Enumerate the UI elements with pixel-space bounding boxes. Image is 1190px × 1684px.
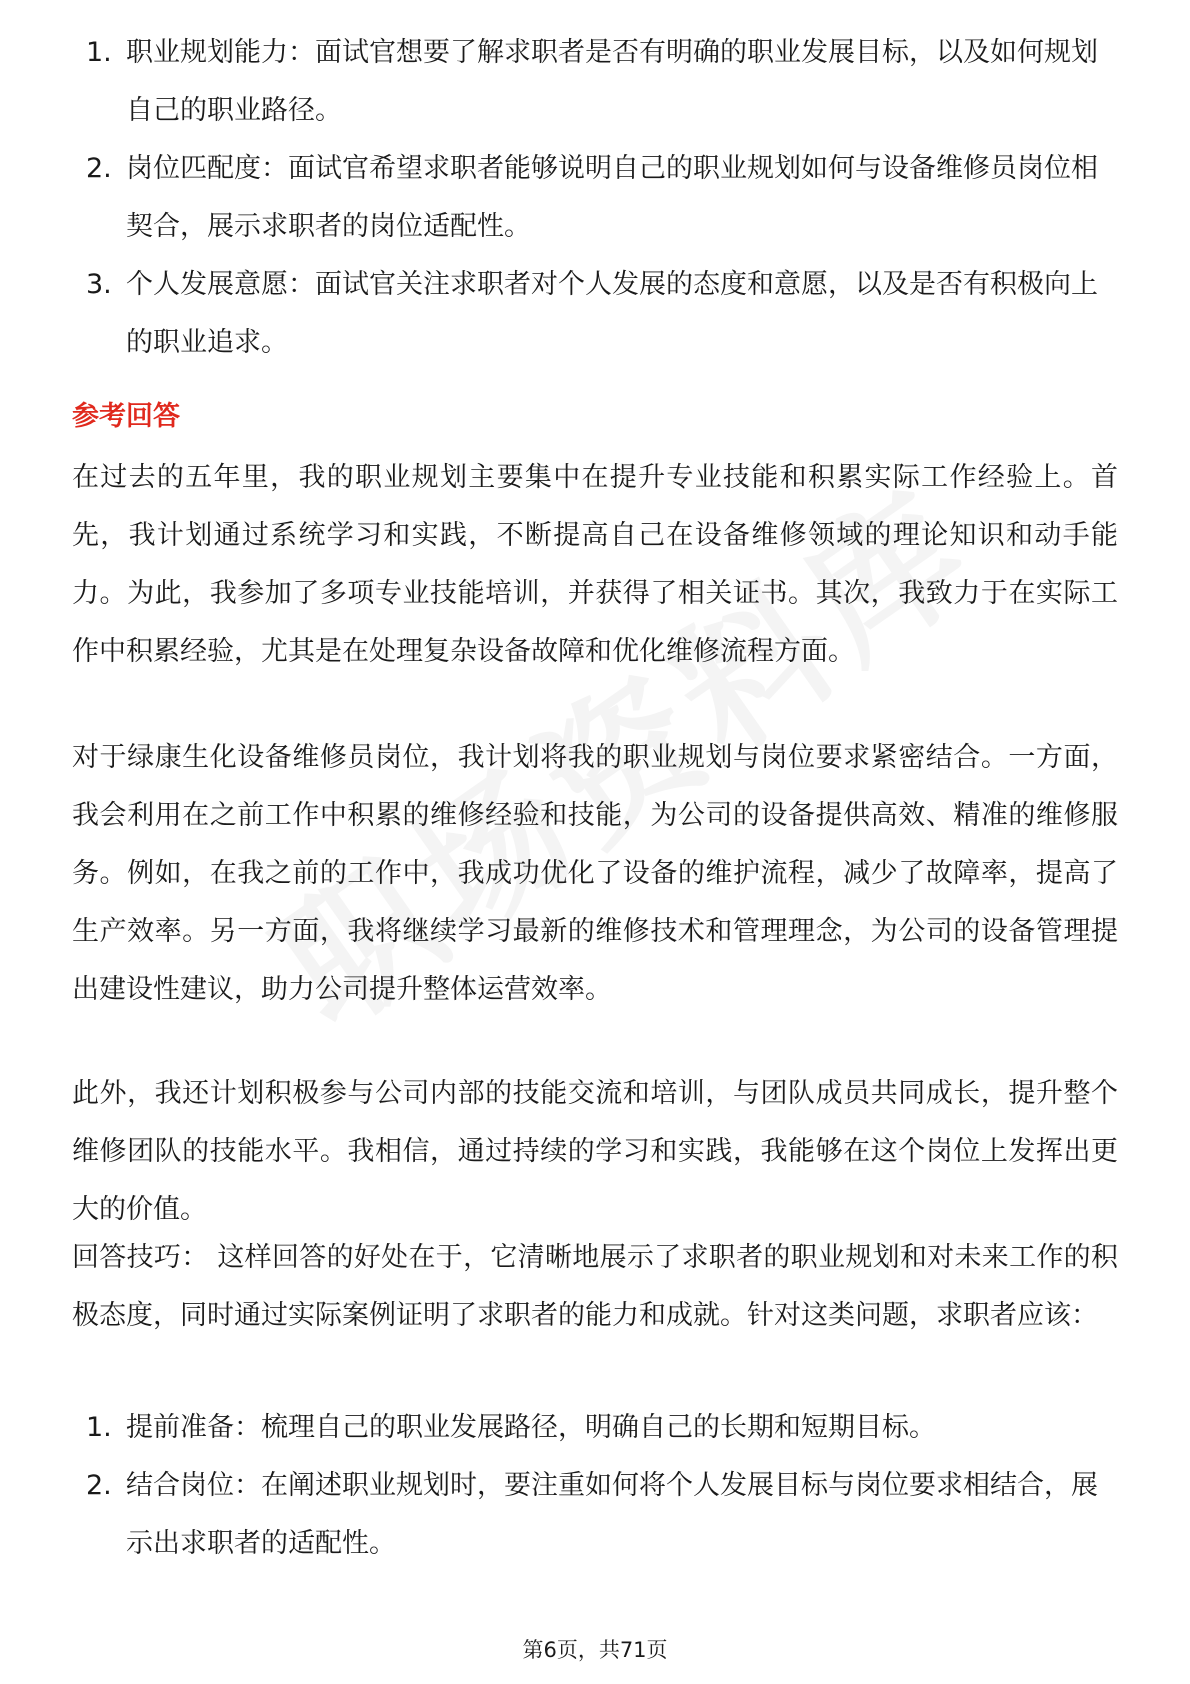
list-item (0, 256, 1116, 372)
list-number: 2. (86, 1470, 112, 1501)
answer-heading: 参考回答 (72, 401, 180, 432)
list-number: 3. (86, 269, 112, 300)
list-item-text: 提前准备：梳理自己的职业发展路径，明确自己的长期和短期目标。 (126, 1412, 936, 1443)
list-number: 1. (86, 37, 112, 68)
paragraph: 对于绿康生化设备维修员岗位，我计划将我的职业规划与岗位要求紧密结合。一方面，我会利用在之前工作中积累的维修经验和技能，为公司的设备提供高效、精准的维修服务。例如，在我之前的工作中，我成功优化了设备的维护流程，减少了故障率，提高了生产效率。另一方面，我将继续学习最新的维修技术和管理理念，为公司的设备管理提出建设性建议，助力公司提升整体运营效率。 (72, 742, 1118, 1005)
list-item (0, 24, 1116, 140)
paragraph: 此外，我还计划积极参与公司内部的技能交流和培训，与团队成员共同成长，提升整个维修团队的技能水平。我相信，通过持续的学习和实践，我能够在这个岗位上发挥出更大的价值。 (72, 1078, 1118, 1225)
list-item (0, 140, 1116, 256)
paragraph: 回答技巧： 这样回答的好处在于，它清晰地展示了求职者的职业规划和对未来工作的积极态度，同时通过实际案例证明了求职者的能力和成就。针对这类问题，求职者应该： (72, 1242, 1118, 1331)
list-item (0, 1399, 1116, 1457)
list-item-text: 职业规划能力：面试官想要了解求职者是否有明确的职业发展目标，以及如何规划自己的职业路径。 (126, 37, 1098, 126)
list-number: 1. (86, 1412, 112, 1443)
tips-numbered-list (0, 1399, 1190, 1573)
top-numbered-list (0, 24, 1190, 372)
list-number: 2. (86, 153, 112, 184)
page-number-footer: 第6页，共71页 (522, 1638, 668, 1662)
list-item-text: 岗位匹配度：面试官希望求职者能够说明自己的职业规划如何与设备维修员岗位相契合，展示求职者的岗位适配性。 (126, 153, 1098, 242)
list-item-text: 结合岗位：在阐述职业规划时，要注重如何将个人发展目标与岗位要求相结合，展示出求职者的适配性。 (126, 1470, 1098, 1559)
paragraph: 在过去的五年里，我的职业规划主要集中在提升专业技能和积累实际工作经验上。首先，我计划通过系统学习和实践，不断提高自己在设备维修领域的理论知识和动手能力。为此，我参加了多项专业技能培训，并获得了相关证书。其次，我致力于在实际工作中积累经验，尤其是在处理复杂设备故障和优化维修流程方面。 (72, 462, 1118, 667)
list-item-text: 个人发展意愿：面试官关注求职者对个人发展的态度和意愿，以及是否有积极向上的职业追求。 (126, 269, 1098, 358)
list-item (0, 1457, 1116, 1573)
